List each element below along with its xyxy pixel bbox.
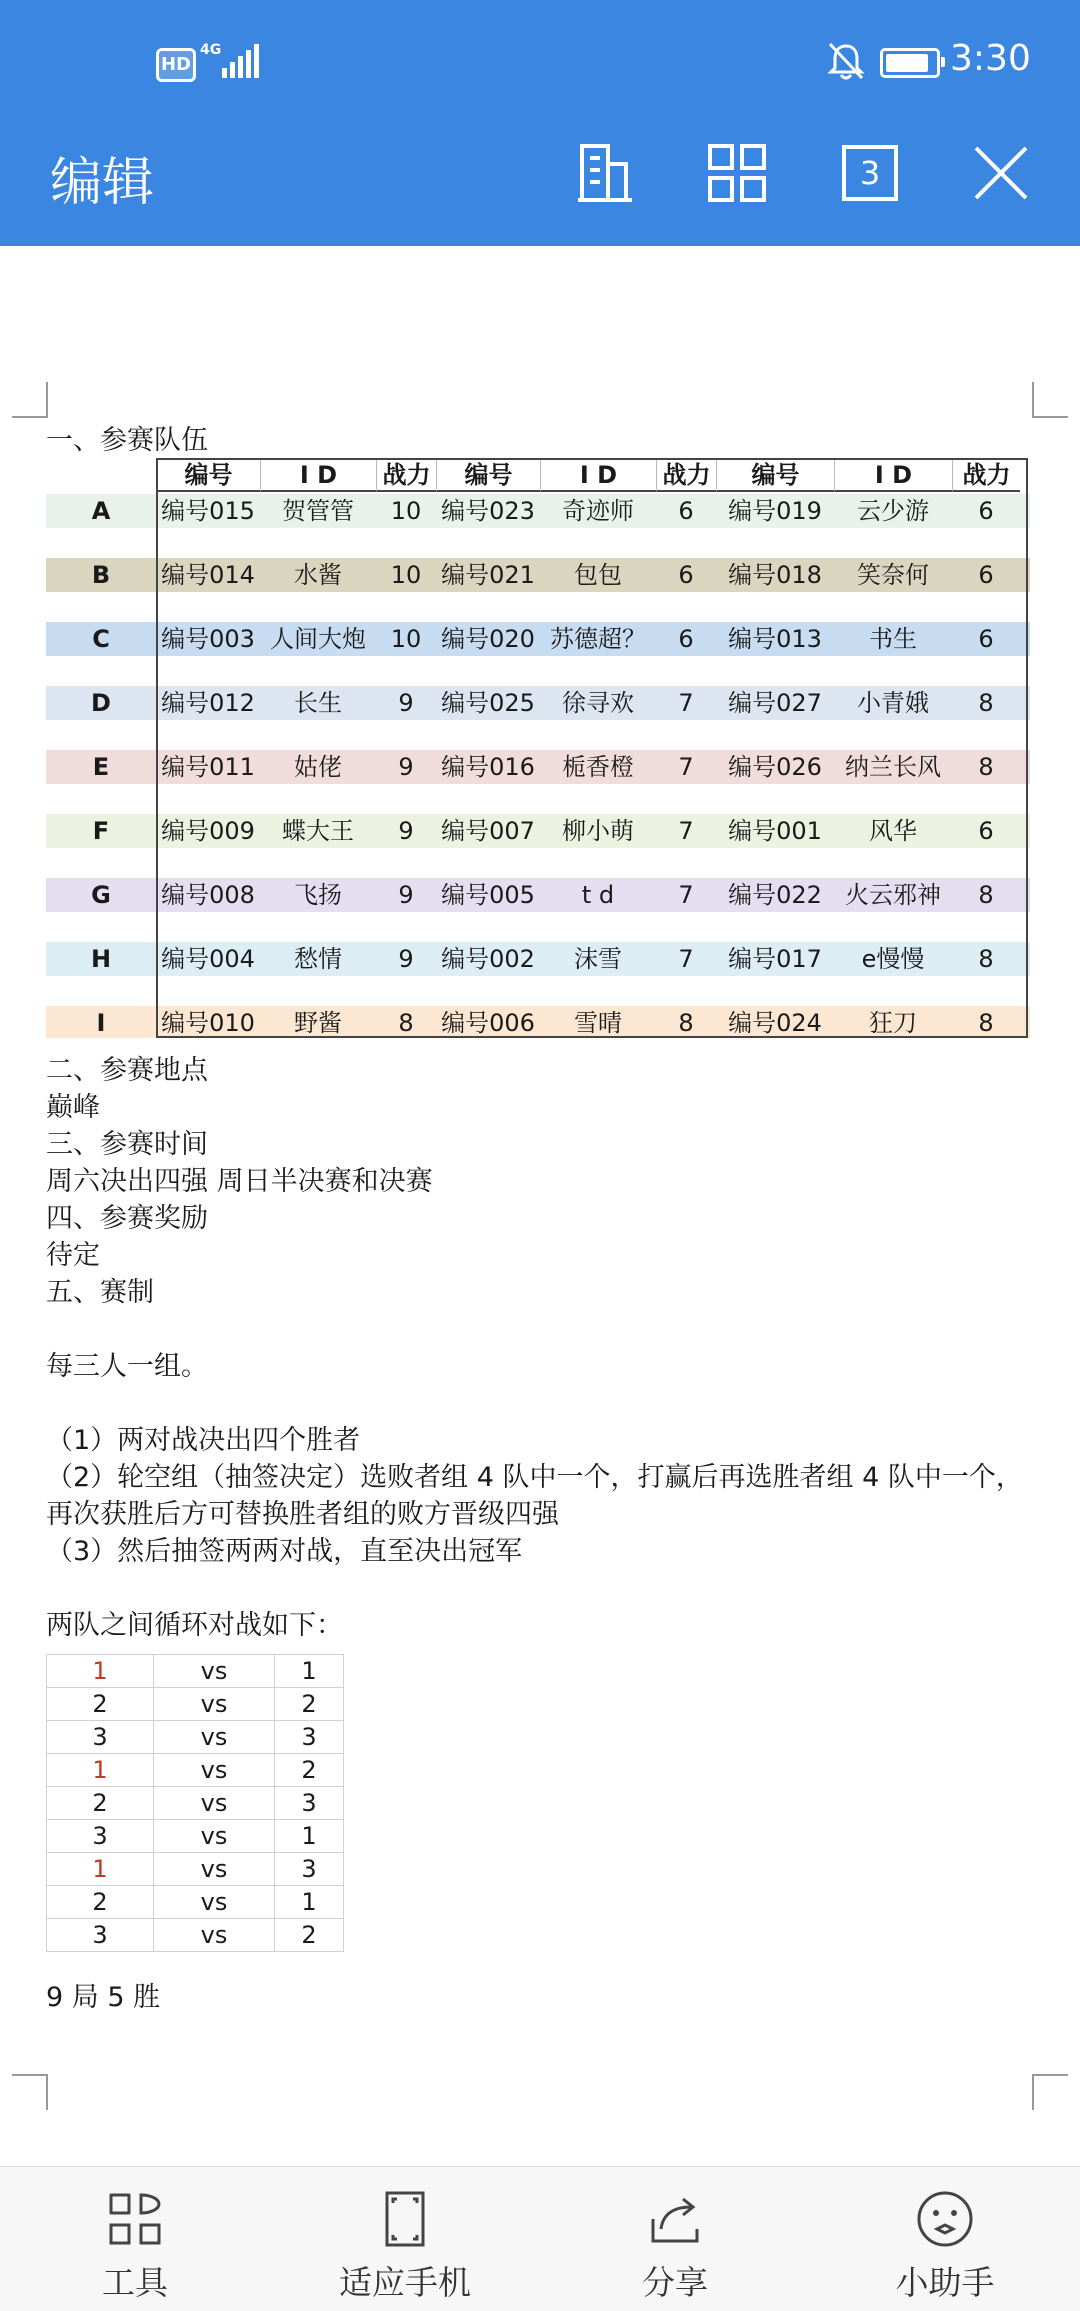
table-cell: 7 [678, 881, 694, 909]
table-cell: 9 [398, 753, 414, 781]
assistant-label: 小助手 [895, 2263, 995, 2302]
table-cell: 小青娥 [857, 689, 929, 717]
table-cell: 编号025 [441, 689, 535, 717]
hd-badge: HD [156, 48, 196, 82]
table-cell: 编号026 [728, 753, 822, 781]
table-cell: 8 [978, 753, 994, 781]
page-title: 编辑 [50, 153, 155, 213]
share-label: 分享 [642, 2263, 708, 2302]
match-team-a: 2 [47, 1688, 154, 1721]
reward-text: 待定 [46, 1240, 100, 1271]
mute-bell-icon [826, 40, 866, 82]
match-row [47, 1754, 344, 1787]
table-cell: 8 [978, 1009, 994, 1037]
table-cell: 6 [978, 561, 994, 589]
match-team-b: 3 [275, 1721, 344, 1754]
match-team-a: 3 [47, 1721, 154, 1754]
table-cell: 水酱 [294, 561, 342, 589]
table-cell: 笑奈何 [857, 561, 929, 589]
matches-table [46, 1654, 344, 1952]
table-cell: 姑佬 [294, 753, 342, 781]
match-row [47, 1919, 344, 1952]
section-heading: 一、参赛队伍 [46, 425, 208, 456]
match-team-b: 2 [275, 1688, 344, 1721]
match-team-a: 2 [47, 1787, 154, 1820]
table-cell: 6 [978, 817, 994, 845]
header-cell: 编号 [436, 458, 540, 492]
table-cell: 编号010 [161, 1009, 255, 1037]
table-cell: 编号005 [441, 881, 535, 909]
match-vs: vs [154, 1820, 275, 1853]
table-cell: 编号015 [161, 497, 255, 525]
match-team-a: 1 [47, 1853, 154, 1886]
table-cell: 纳兰长风 [845, 753, 941, 781]
row-spacer [46, 528, 1030, 559]
page-corner-mark [12, 2074, 48, 2110]
match-vs: vs [154, 1721, 275, 1754]
header-cell: 战力 [376, 458, 436, 492]
table-cell: 编号024 [728, 1009, 822, 1037]
table-cell: 8 [978, 689, 994, 717]
match-team-a: 3 [47, 1919, 154, 1952]
table-cell: 10 [390, 561, 422, 589]
team-label: D [91, 689, 111, 717]
match-row [47, 1820, 344, 1853]
table-cell: 徐寻欢 [562, 689, 634, 717]
table-cell: 风华 [869, 817, 917, 845]
header-cell: I D [540, 458, 656, 492]
match-team-b: 1 [275, 1820, 344, 1853]
match-team-b: 3 [275, 1853, 344, 1886]
round-robin-title: 两队之间循环对战如下： [46, 1610, 343, 1641]
table-cell: 编号014 [161, 561, 255, 589]
table-cell: 7 [678, 689, 694, 717]
status-time: 3:30 [950, 38, 1031, 79]
table-cell: 编号018 [728, 561, 822, 589]
table-cell: 野酱 [294, 1009, 342, 1037]
team-label: E [92, 753, 110, 781]
format-text: 9 局 5 胜 [46, 1982, 161, 2013]
table-cell: 贺管管 [282, 497, 354, 525]
table-cell: 编号016 [441, 753, 535, 781]
table-cell: 编号022 [728, 881, 822, 909]
table-cell: 包包 [574, 561, 622, 589]
match-row [47, 1721, 344, 1754]
table-cell: 柳小萌 [562, 817, 634, 845]
match-team-b: 3 [275, 1787, 344, 1820]
header-cell: I D [834, 458, 952, 492]
table-cell: 编号027 [728, 689, 822, 717]
page-corner-mark [12, 382, 48, 418]
table-cell: 编号021 [441, 561, 535, 589]
rule-text: （3）然后抽签两两对战，直至决出冠军 [46, 1536, 523, 1567]
table-cell: 编号013 [728, 625, 822, 653]
table-cell: e慢慢 [861, 945, 925, 973]
table-cell: 7 [678, 753, 694, 781]
header-cell: 战力 [952, 458, 1020, 492]
match-row [47, 1688, 344, 1721]
section-heading: 四、参赛奖励 [46, 1203, 208, 1234]
row-spacer [46, 912, 1030, 943]
match-team-b: 2 [275, 1919, 344, 1952]
row-spacer [46, 592, 1030, 623]
grid-icon[interactable] [702, 138, 772, 208]
match-row [47, 1655, 344, 1688]
table-cell: 编号019 [728, 497, 822, 525]
table-cell: 8 [398, 1009, 414, 1037]
row-spacer [46, 720, 1030, 751]
table-cell: 6 [678, 561, 694, 589]
match-vs: vs [154, 1886, 275, 1919]
header-cell: 编号 [156, 458, 260, 492]
signal-icon [222, 44, 258, 78]
table-row [46, 494, 1030, 528]
table-cell: 长生 [294, 689, 342, 717]
table-cell: 人间大炮 [270, 625, 366, 653]
table-cell: 6 [978, 625, 994, 653]
table-cell: 编号009 [161, 817, 255, 845]
table-cell: 书生 [869, 625, 917, 653]
tools-icon [105, 2189, 165, 2249]
section-heading: 五、赛制 [46, 1277, 154, 1308]
match-row [47, 1787, 344, 1820]
match-team-b: 1 [275, 1886, 344, 1919]
table-cell: 编号017 [728, 945, 822, 973]
table-row [46, 686, 1030, 720]
table-cell: 编号008 [161, 881, 255, 909]
fit-phone-label: 适应手机 [339, 2263, 471, 2302]
tools-label: 工具 [102, 2263, 168, 2302]
share-button[interactable] [540, 2167, 810, 2311]
team-label: G [91, 881, 111, 909]
match-row [47, 1853, 344, 1886]
table-cell: 9 [398, 881, 414, 909]
table-row [46, 814, 1030, 848]
assistant-icon [915, 2189, 975, 2249]
table-cell: 沫雪 [574, 945, 622, 973]
table-cell: 编号011 [161, 753, 255, 781]
table-header-row [46, 458, 1030, 492]
table-cell: 编号001 [728, 817, 822, 845]
table-cell: 6 [678, 625, 694, 653]
table-cell: 火云邪神 [845, 881, 941, 909]
app-header [0, 0, 1080, 246]
header-cell: 战力 [656, 458, 716, 492]
table-row [46, 558, 1030, 592]
header-cell: 编号 [716, 458, 834, 492]
table-row [46, 1006, 1030, 1038]
table-row [46, 878, 1030, 912]
section-heading: 三、参赛时间 [46, 1129, 208, 1160]
table-cell: 8 [978, 881, 994, 909]
table-cell: 云少游 [857, 497, 929, 525]
assistant-button[interactable] [810, 2167, 1080, 2311]
match-row [47, 1886, 344, 1919]
rule-text: 每三人一组。 [46, 1351, 208, 1382]
team-label: C [92, 625, 110, 653]
table-cell: 苏德超？ [550, 625, 646, 653]
table-row [46, 622, 1030, 656]
tools-button[interactable] [0, 2167, 270, 2311]
table-cell: 编号004 [161, 945, 255, 973]
table-cell: 6 [678, 497, 694, 525]
match-team-a: 1 [47, 1655, 154, 1688]
match-vs: vs [154, 1853, 275, 1886]
table-row [46, 750, 1030, 784]
team-label: F [92, 817, 110, 845]
row-spacer [46, 784, 1030, 815]
table-cell: 编号003 [161, 625, 255, 653]
time-text: 周六决出四强 周日半决赛和决赛 [46, 1166, 433, 1197]
match-vs: vs [154, 1919, 275, 1952]
table-cell: 编号023 [441, 497, 535, 525]
team-label: B [91, 561, 111, 589]
team-label: I [96, 1009, 106, 1037]
section-heading: 二、参赛地点 [46, 1055, 208, 1086]
row-spacer [46, 976, 1030, 1007]
table-cell: 10 [390, 625, 422, 653]
table-cell: 8 [978, 945, 994, 973]
match-team-a: 2 [47, 1886, 154, 1919]
table-cell: 8 [678, 1009, 694, 1037]
match-team-b: 2 [275, 1754, 344, 1787]
table-cell: 栀香橙 [562, 753, 634, 781]
table-cell: 7 [678, 817, 694, 845]
fit-phone-button[interactable] [270, 2167, 540, 2311]
status-bar [0, 0, 1080, 120]
match-vs: vs [154, 1754, 275, 1787]
team-label: H [90, 945, 112, 973]
teams-table [46, 458, 1030, 1038]
location-text: 巅峰 [46, 1092, 100, 1123]
header-cell: I D [260, 458, 376, 492]
match-team-b: 1 [275, 1655, 344, 1688]
page-corner-mark [1032, 2074, 1068, 2110]
close-icon[interactable] [966, 138, 1036, 208]
team-label: A [91, 497, 111, 525]
table-cell: 蝶大王 [282, 817, 354, 845]
table-cell: 10 [390, 497, 422, 525]
rule-text: 再次获胜后方可替换胜者组的败方晋级四强 [46, 1499, 559, 1530]
table-row [46, 942, 1030, 976]
row-spacer [46, 656, 1030, 687]
table-cell: 7 [678, 945, 694, 973]
table-cell: 9 [398, 817, 414, 845]
table-cell: 奇迹师 [562, 497, 634, 525]
rule-text: （2）轮空组（抽签决定）选败者组 4 队中一个，打赢后再选胜者组 4 队中一个， [46, 1462, 1023, 1493]
rule-text: （1）两对战决出四个胜者 [46, 1425, 361, 1456]
page-count-button[interactable] [835, 138, 905, 208]
battery-icon [880, 48, 940, 78]
table-cell: 愁情 [294, 945, 342, 973]
table-cell: 编号006 [441, 1009, 535, 1037]
table-cell: 9 [398, 689, 414, 717]
network-label: 4G [200, 42, 222, 58]
table-cell: 飞扬 [294, 881, 342, 909]
page-corner-mark [1032, 382, 1068, 418]
match-vs: vs [154, 1655, 275, 1688]
building-icon[interactable] [570, 138, 640, 208]
fit-screen-icon [375, 2189, 435, 2249]
match-team-a: 3 [47, 1820, 154, 1853]
table-cell: 编号002 [441, 945, 535, 973]
match-vs: vs [154, 1688, 275, 1721]
table-cell: 编号007 [441, 817, 535, 845]
row-spacer [46, 848, 1030, 879]
bottom-toolbar [0, 2166, 1080, 2311]
table-cell: 狂刀 [869, 1009, 917, 1037]
table-cell: t d [581, 881, 615, 909]
page-count-label: 3 [859, 154, 881, 192]
table-cell: 编号012 [161, 689, 255, 717]
table-cell: 6 [978, 497, 994, 525]
match-team-a: 1 [47, 1754, 154, 1787]
match-vs: vs [154, 1787, 275, 1820]
share-icon [645, 2189, 705, 2249]
table-cell: 编号020 [441, 625, 535, 653]
table-cell: 9 [398, 945, 414, 973]
table-cell: 雪晴 [574, 1009, 622, 1037]
